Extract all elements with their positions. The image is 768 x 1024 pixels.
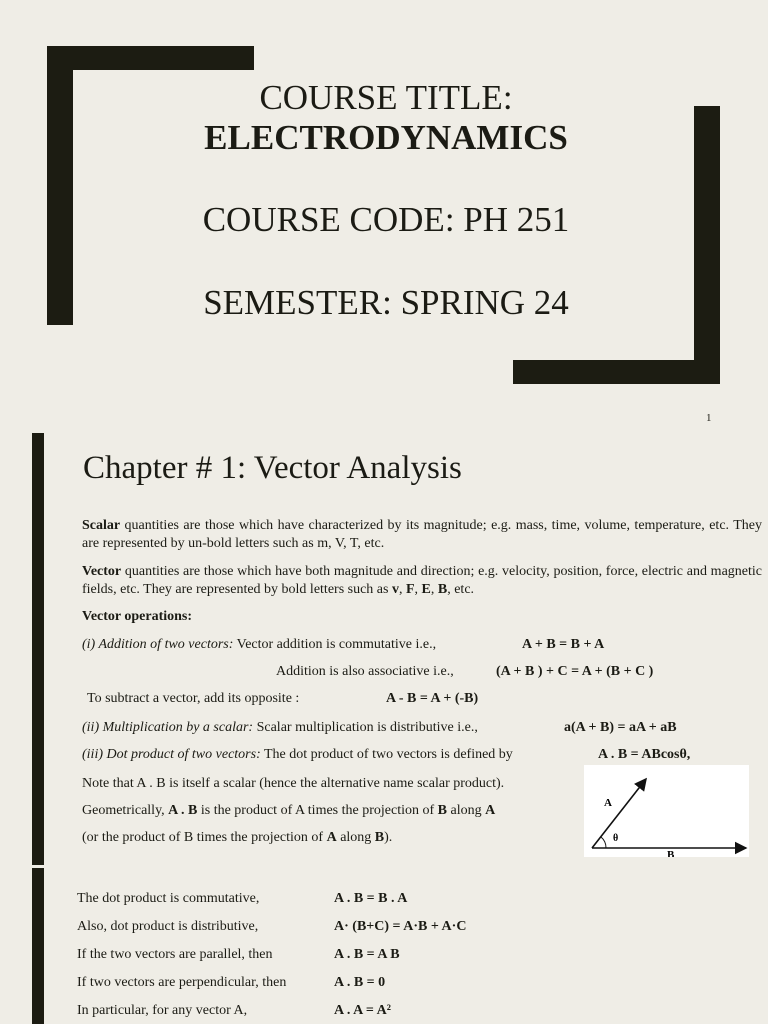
subtract-formula-text: A - B = A + (-B): [386, 691, 479, 706]
property-parallel-formula: [334, 946, 400, 964]
symbol-B: B: [437, 582, 448, 597]
frame-top-left-horizontal: [47, 46, 254, 70]
scalar-note: Note that A . B is itself a scalar (hence the alternative name scalar product).: [82, 776, 505, 791]
addition-formula-text: A + B = B + A: [522, 637, 605, 652]
geo-text-c: along: [447, 803, 486, 818]
multiplication-formula-text: a(A + B) = aA + aB: [564, 720, 677, 735]
course-title: ELECTRODYNAMICS: [204, 118, 568, 157]
associative-text: Addition is also associative i.e.,: [276, 664, 454, 679]
angle-arc: [601, 837, 606, 848]
slide3-left-bar: [32, 868, 44, 1024]
scalar-term: Scalar: [82, 518, 121, 533]
page-number: 1: [706, 412, 712, 424]
frame-bottom-right-horizontal: [513, 360, 720, 384]
or-text-c: ).: [384, 830, 393, 845]
geo-text-a: Geometrically,: [82, 803, 169, 818]
property-commutative-text: The dot product is commutative,: [77, 891, 260, 906]
associative-formula: [496, 663, 653, 681]
vector-text: quantities are those which have both magnitude and direction; e.g. velocity, position, force, electric and magnetic fields, etc. They are represented by bold letters such as: [82, 564, 762, 597]
symbol-F: F: [405, 582, 415, 597]
geo-A: A: [485, 803, 496, 818]
dot-formula-text: A . B = ABcosθ,: [598, 747, 691, 762]
commutative-formula-text: A . B = B . A: [334, 891, 408, 906]
or-text-b: along: [336, 830, 375, 845]
geo-text-b: is the product of A times the projection of: [197, 803, 438, 818]
perpendicular-formula-text: A . B = 0: [334, 975, 386, 990]
subtract-text: To subtract a vector, add its opposite :: [87, 691, 300, 706]
multiplication-text: Scalar multiplication is distributive i.e.,: [253, 720, 478, 735]
vector-paragraph: Vector quantities are those which have both magnitude and direction; e.g. velocity, position, force, electric and magnetic fields, etc. They are represented by bold letters such as v, F, E, B, etc.: [82, 564, 762, 597]
slide-left-bar: [32, 433, 44, 865]
property-self-text: In particular, for any vector A,: [77, 1003, 248, 1018]
dot-text: The dot product of two vectors is defined by: [260, 747, 513, 762]
course-title-label: COURSE TITLE:: [259, 78, 513, 117]
multiplication-line: [82, 719, 478, 737]
label-B: B: [667, 849, 675, 857]
geo-B: B: [437, 803, 447, 818]
property-distributive-text: Also, dot product is distributive,: [77, 919, 259, 934]
or-B: B: [374, 830, 385, 845]
dot-line: [82, 746, 513, 764]
property-perpendicular-formula: [334, 974, 385, 992]
self-formula-text: A . A = A²: [334, 1003, 391, 1018]
addition-text: Vector addition is commutative i.e.,: [233, 637, 437, 652]
vector-etc: , etc.: [447, 582, 475, 597]
multiplication-label: (ii) Multiplication by a scalar:: [82, 720, 254, 735]
addition-label: (i) Addition of two vectors:: [82, 637, 234, 652]
label-theta: θ: [613, 833, 619, 844]
or-A: A: [326, 830, 337, 845]
property-parallel-text: If the two vectors are parallel, then: [77, 947, 273, 962]
ops-heading-text: Vector operations:: [82, 609, 193, 624]
dot-product-figure: [584, 765, 749, 857]
property-self-formula: [334, 1002, 391, 1020]
scalar-paragraph: [82, 517, 762, 553]
dot-label: (iii) Dot product of two vectors:: [82, 747, 261, 762]
property-perpendicular-text: If two vectors are perpendicular, then: [77, 975, 287, 990]
geo-AB: A . B: [168, 803, 198, 818]
addition-formula: [522, 636, 604, 654]
semester: SEMESTER: SPRING 24: [203, 283, 569, 322]
dot-formula: [598, 746, 690, 764]
addition-line: [82, 636, 436, 654]
ops-heading: [82, 608, 192, 626]
or-text-a: (or the product of B times the projection of: [82, 830, 327, 845]
chapter-title: Chapter # 1: Vector Analysis: [83, 450, 462, 486]
vector-A-arrow: [592, 779, 646, 848]
multiplication-formula: [564, 719, 677, 737]
scalar-text: quantities are those which have characterized by its magnitude; e.g. mass, time, volume, temperature, etc. They are represented by un-bold letters such as m, V, T, etc.: [82, 518, 762, 551]
symbol-v: v: [391, 582, 399, 597]
distributive-formula-text: A· (B+C) = A·B + A·C: [334, 919, 467, 934]
associative-formula-text: (A + B ) + C = A + (B + C ): [496, 664, 654, 679]
symbol-E: E: [421, 582, 431, 597]
property-commutative-formula: [334, 890, 407, 908]
vector-angle-diagram: [584, 765, 749, 857]
parallel-formula-text: A . B = A B: [334, 947, 400, 962]
property-distributive-formula: [334, 918, 466, 936]
course-code: COURSE CODE: PH 251: [202, 200, 570, 239]
vector-term: Vector: [82, 564, 122, 579]
projection-line: [82, 829, 392, 847]
geometric-line: [82, 802, 495, 820]
label-A: A: [604, 797, 612, 809]
subtract-formula: [386, 690, 478, 708]
